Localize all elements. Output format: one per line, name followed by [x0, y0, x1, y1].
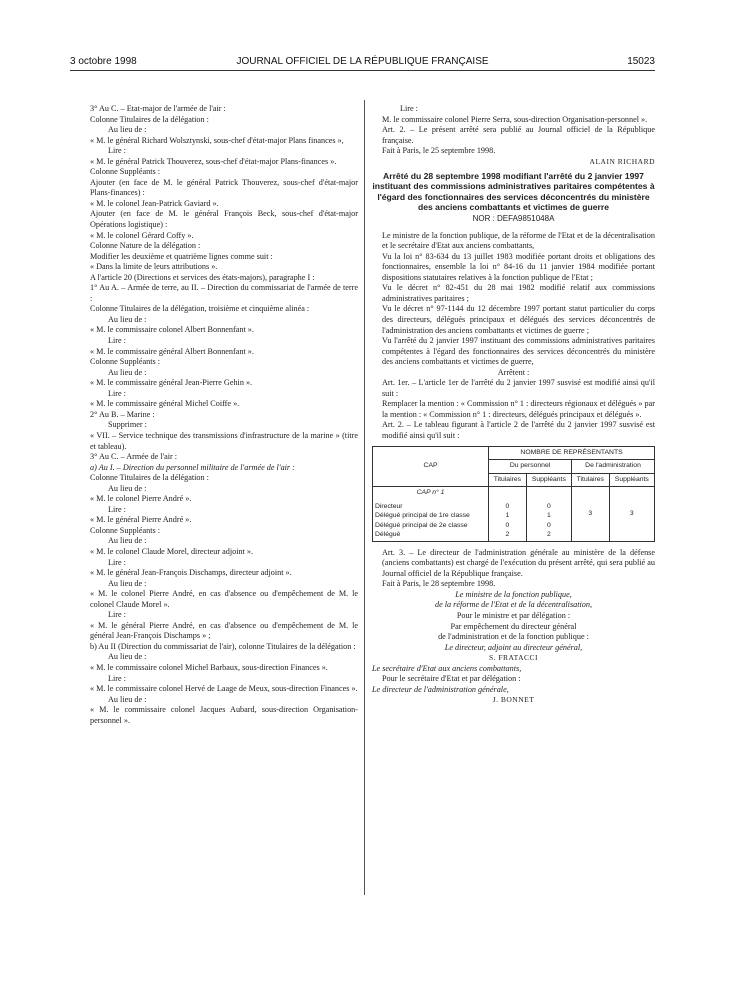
paragraph: Au lieu de : [108, 652, 147, 662]
table-header-personnel: Du personnel [489, 460, 572, 474]
paragraph: Lire : [108, 557, 126, 567]
signature-line: Le directeur de l'administration générale, [372, 684, 509, 694]
table-value: 2 [505, 531, 510, 539]
table-value: 1 [546, 512, 551, 520]
table-admin-titulaires: 3 [572, 487, 610, 542]
paragraph: Au lieu de : [108, 125, 147, 135]
signature-line: Pour le ministre et par délégation : [456, 611, 571, 620]
paragraph: b) Au II (Direction du commissariat de l'air), colonne Titulaires de la délégation : [90, 641, 356, 651]
paragraph: « M. le commissaire général Albert Bonnenfant ». [90, 346, 254, 356]
table-value: 0 [505, 521, 510, 529]
representatives-table [372, 446, 655, 542]
paragraph: Supprimer : [108, 420, 147, 430]
paragraph: Vu le décret n° 82-451 du 28 mai 1982 modifié relatif aux commissions administratives paritaires ; [382, 283, 655, 303]
paragraph: « M. le général Patrick Thouverez, sous-chef d'état-major Plans-finances ». [90, 156, 337, 166]
table-header-titulaires: Titulaires [572, 473, 610, 487]
table-value: 1 [505, 512, 510, 520]
table-header-suppleants: Suppléants [526, 473, 571, 487]
paragraph: Ajouter (en face de M. le général Patrick Thouverez, sous-chef d'état-major Plans-finances) : [90, 177, 358, 198]
paragraph: « M. le commissaire colonel Jacques Aubard, sous-direction Organisation-personnel ». [90, 705, 358, 725]
arretent: Arrêtent : [497, 367, 530, 377]
done-at: Fait à Paris, le 28 septembre 1998. [382, 579, 496, 589]
signature-line: Le secrétaire d'Etat aux anciens combattants, [372, 663, 522, 673]
article-1-text: Remplacer la mention : « Commission n° 1 : directeurs régionaux et délégués » par la mention : « Commission n° 1 : directeurs, délégués principaux et délégués ». [382, 399, 655, 419]
signature-line: Le ministre de la fonction publique, [455, 589, 572, 599]
table-row-label: Délégué principal de 2e classe [375, 521, 468, 529]
paragraph: Lire : [108, 673, 126, 683]
signature-line: Par empêchement du directeur général [450, 621, 577, 631]
right-column [372, 104, 655, 706]
table-row-label: Délégué principal de 1re classe [375, 512, 470, 520]
paragraph: Colonne Titulaires de la délégation, troisième et cinquième alinéa : [90, 304, 310, 314]
signature-fratacci: S. FRATACCI [488, 653, 539, 663]
paragraph: M. le commissaire colonel Pierre Serra, sous-direction Organisation-personnel ». [382, 114, 648, 124]
paragraph: Au lieu de : [108, 367, 147, 377]
table-header-admin: De l'administration [572, 460, 655, 474]
paragraph: 2° Au B. – Marine : [90, 409, 155, 419]
paragraph: 3° Au C. – Armée de l'air : [90, 452, 178, 462]
table-admin-suppleants: 3 [609, 487, 654, 542]
paragraph: Le ministre de la fonction publique, de la réforme de l'Etat et de la décentralisation et le secrétaire d'Etat aux anciens combattants, [382, 230, 655, 251]
paragraph: « Dans la limite de leurs attributions ». [90, 262, 218, 272]
nor-reference: NOR : DEFA9851048A [472, 214, 555, 224]
table-row-label: Délégué [375, 531, 401, 539]
paragraph: « M. le commissaire colonel Albert Bonnenfant ». [90, 325, 254, 335]
table-col-titulaires [489, 487, 527, 542]
header-rule [70, 70, 655, 71]
paragraph: « M. le général Jean-François Dischamps, directeur adjoint ». [90, 568, 292, 578]
paragraph: « M. le général Pierre André ». [90, 515, 192, 525]
table-value: 2 [546, 531, 551, 539]
column-separator [364, 100, 365, 895]
table-header-main: NOMBRE DE REPRÉSENTANTS [489, 446, 655, 460]
paragraph: Colonne Suppléants : [90, 525, 161, 535]
table-col-suppleants [526, 487, 571, 542]
signature-line: Pour le secrétaire d'Etat et par délégation : [382, 674, 521, 684]
paragraph: a) Au I. – Direction du personnel militaire de l'armée de l'air : [90, 462, 295, 472]
paragraph: « M. le colonel Pierre André, en cas d'absence ou d'empêchement de M. le colonel Claude Morel ». [90, 589, 358, 609]
signature-line: Le directeur, adjoint au directeur général, [444, 642, 583, 652]
header-date: 3 octobre 1998 [70, 56, 137, 67]
left-column [80, 104, 358, 726]
paragraph: « M. le commissaire colonel Hervé de Laage de Meux, sous-direction Finances ». [90, 684, 358, 694]
table-value: 0 [505, 502, 510, 510]
paragraph: Lire : [108, 610, 126, 620]
signature-line: de l'administration et de la fonction publique : [438, 632, 589, 642]
paragraph: Au lieu de : [108, 314, 147, 324]
paragraph: Modifier les deuxième et quatrième lignes comme suit : [90, 251, 273, 261]
paragraph: Au lieu de : [108, 536, 147, 546]
paragraph: « M. le colonel Jean-Patrick Gaviard ». [90, 198, 219, 208]
table-header-cap: CAP [373, 446, 489, 487]
paragraph: Ajouter (en face de M. le général François Beck, sous-chef d'état-major Opérations logistique) : [90, 209, 358, 230]
paragraph: Lire : [108, 146, 126, 156]
paragraph: Vu le décret n° 97-1144 du 12 décembre 1997 portant statut particulier du corps des directeurs, délégués principaux et délégués des services déconcentrés de l'administration des anciens combattants et victimes de guerre ; [382, 304, 655, 335]
table-header-suppleants: Suppléants [609, 473, 654, 487]
table-header-titulaires: Titulaires [489, 473, 527, 487]
header-page-number: 15023 [627, 56, 655, 67]
paragraph: 3° Au C. – Etat-major de l'armée de l'air : [90, 104, 226, 113]
paragraph: Colonne Titulaires de la délégation : [90, 473, 209, 483]
signature-line: de la réforme de l'Etat et de la décentralisation, [434, 600, 593, 610]
paragraph: « M. le général Pierre André, en cas d'absence ou d'empêchement de M. le général Jean-François Dischamps » ; [90, 620, 358, 641]
paragraph: Vu la loi n° 83-634 du 13 juillet 1983 modifiée portant droits et obligations des fonctionnaires, ensemble la loi n° 84-16 du 11 janvier 1984 modifiée portant dispositions statutaires relatives à la fonction publique de l'Etat ; [382, 251, 655, 282]
cap-label: CAP n° 1 [416, 489, 445, 497]
paragraph: « M. le général Richard Wolsztynski, sous-chef d'état-major Plans finances », [90, 135, 344, 145]
paragraph: Lire : [108, 388, 126, 398]
paragraph: Vu l'arrêté du 2 janvier 1997 instituant des commissions administratives paritaires compétentes à l'égard des fonctionnaires des services déconcentrés du ministère des anciens combattants et victimes de guerre, [382, 336, 655, 367]
article-3: Art. 3. – Le directeur de l'administration générale au ministère de la défense (anciens combattants) est chargé de l'exécution du présent arrêté, qui sera publié au Journal officiel de la République française. [382, 547, 655, 578]
done-at: Fait à Paris, le 25 septembre 1998. [382, 146, 496, 156]
paragraph: Lire : [108, 504, 126, 514]
paragraph: Colonne Nature de la délégation : [90, 241, 201, 251]
article-2-publication: Art. 2. – Le présent arrêté sera publié au Journal officiel de la République française. [382, 125, 655, 145]
paragraph: « M. le commissaire général Jean-Pierre Gehin ». [90, 378, 253, 388]
header-title: JOURNAL OFFICIEL DE LA RÉPUBLIQUE FRANÇAISE [236, 56, 489, 67]
article-2: Art. 2. – Le tableau figurant à l'article 2 de l'arrêté du 2 janvier 1997 susvisé est modifié ainsi qu'il suit : [382, 420, 655, 441]
table-cap-cell [373, 487, 489, 542]
paragraph: « VII. – Service technique des transmissions d'infrastructure de la marine » (titre et tableau). [90, 430, 358, 451]
paragraph: 1° Au A. – Armée de terre, au II. – Direction du commissariat de l'armée de terre : [90, 283, 358, 303]
paragraph: A l'article 20 (Directions et services des états-majors), paragraphe I : [90, 272, 315, 282]
paragraph: « M. le commissaire général Michel Coiffe ». [90, 399, 240, 409]
paragraph: Lire : [400, 104, 418, 113]
table-value: 0 [546, 502, 551, 510]
table-value: 0 [546, 521, 551, 529]
paragraph: « M. le colonel Pierre André ». [90, 494, 192, 504]
paragraph: « M. le colonel Claude Morel, directeur adjoint ». [90, 546, 254, 556]
table-row-label: Directeur [375, 502, 403, 510]
paragraph: Au lieu de : [108, 694, 147, 704]
paragraph: « M. le commissaire colonel Michel Barbaux, sous-direction Finances ». [90, 662, 328, 672]
paragraph: Lire : [108, 336, 126, 346]
article-1: Art. 1er. – L'article 1er de l'arrêté du 2 janvier 1997 susvisé est modifié ainsi qu'il suit : [382, 378, 655, 398]
paragraph: « M. le colonel Gérard Coffy ». [90, 230, 194, 240]
page-header [70, 56, 655, 70]
paragraph: Au lieu de : [108, 483, 147, 493]
decree-title: Arrêté du 28 septembre 1998 modifiant l'arrêté du 2 janvier 1997 instituant des commissions administratives paritaires compétentes à l'égard des fonctionnaires des services déconcentrés du ministère des anciens combattants et victimes de guerre [372, 171, 655, 212]
paragraph: Colonne Suppléants : [90, 357, 161, 367]
paragraph: Colonne Titulaires de la délégation : [90, 114, 209, 124]
signature-alain-richard: ALAIN RICHARD [589, 156, 655, 166]
paragraph: Colonne Suppléants : [90, 167, 161, 177]
paragraph: Au lieu de : [108, 578, 147, 588]
signature-bonnet: J. BONNET [492, 695, 535, 705]
